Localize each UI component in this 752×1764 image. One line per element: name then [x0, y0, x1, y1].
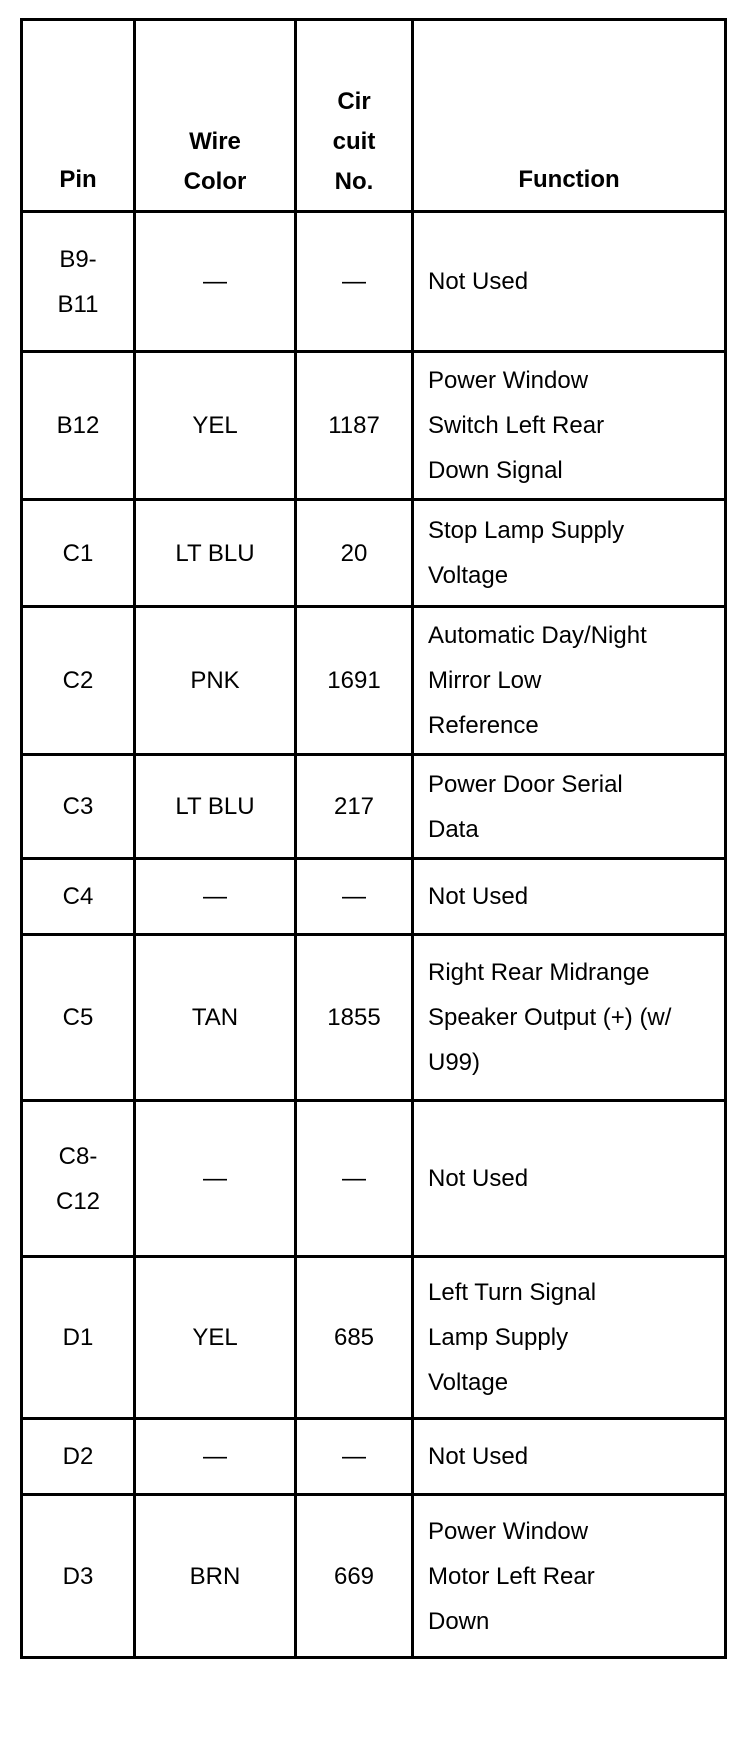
table-row	[22, 859, 726, 935]
header-circuit-no: Cir cuit No.	[296, 20, 413, 212]
function-cell: Not Used	[413, 859, 726, 935]
header-function: Function	[413, 20, 726, 212]
wire-color-cell: —	[135, 1101, 296, 1257]
wire-color-cell: PNK	[135, 607, 296, 755]
table-row	[22, 607, 726, 755]
circuit-cell: —	[296, 859, 413, 935]
circuit-cell: 217	[296, 755, 413, 859]
table-row	[22, 500, 726, 607]
circuit-cell: 20	[296, 500, 413, 607]
circuit-cell: —	[296, 1101, 413, 1257]
header-pin: Pin	[22, 20, 135, 212]
table-row	[22, 1419, 726, 1495]
table-row	[22, 1257, 726, 1419]
wire-color-cell: LT BLU	[135, 500, 296, 607]
table-row	[22, 212, 726, 352]
function-cell: Not Used	[413, 1419, 726, 1495]
pin-cell: D1	[22, 1257, 135, 1419]
circuit-cell: 1187	[296, 352, 413, 500]
wire-color-cell: YEL	[135, 352, 296, 500]
wire-color-cell: BRN	[135, 1495, 296, 1658]
circuit-cell: 685	[296, 1257, 413, 1419]
wire-color-cell: —	[135, 1419, 296, 1495]
wire-color-cell: LT BLU	[135, 755, 296, 859]
function-cell: Left Turn Signal Lamp Supply Voltage	[413, 1257, 726, 1419]
wire-color-cell: —	[135, 859, 296, 935]
circuit-cell: 669	[296, 1495, 413, 1658]
function-cell: Stop Lamp Supply Voltage	[413, 500, 726, 607]
function-cell: Power Window Switch Left Rear Down Signal	[413, 352, 726, 500]
pin-cell: D2	[22, 1419, 135, 1495]
pin-cell: B9- B11	[22, 212, 135, 352]
header-wire-color: Wire Color	[135, 20, 296, 212]
function-cell: Not Used	[413, 1101, 726, 1257]
pin-cell: C2	[22, 607, 135, 755]
wire-color-cell: YEL	[135, 1257, 296, 1419]
function-cell: Power Door Serial Data	[413, 755, 726, 859]
pin-table	[20, 18, 727, 1659]
function-cell: Automatic Day/Night Mirror Low Reference	[413, 607, 726, 755]
function-cell: Right Rear Midrange Speaker Output (+) (w/ U99)	[413, 935, 726, 1101]
pin-cell: D3	[22, 1495, 135, 1658]
circuit-cell: —	[296, 212, 413, 352]
wire-color-cell: TAN	[135, 935, 296, 1101]
pin-cell: B12	[22, 352, 135, 500]
header-row	[22, 20, 726, 212]
circuit-cell: —	[296, 1419, 413, 1495]
wire-color-cell: —	[135, 212, 296, 352]
pin-cell: C4	[22, 859, 135, 935]
function-cell: Not Used	[413, 212, 726, 352]
table-row	[22, 1101, 726, 1257]
table-row	[22, 755, 726, 859]
pin-cell: C3	[22, 755, 135, 859]
pin-cell: C8- C12	[22, 1101, 135, 1257]
circuit-cell: 1855	[296, 935, 413, 1101]
pin-cell: C5	[22, 935, 135, 1101]
pin-cell: C1	[22, 500, 135, 607]
table-row	[22, 1495, 726, 1658]
table-row	[22, 935, 726, 1101]
table-row	[22, 352, 726, 500]
function-cell: Power Window Motor Left Rear Down	[413, 1495, 726, 1658]
circuit-cell: 1691	[296, 607, 413, 755]
